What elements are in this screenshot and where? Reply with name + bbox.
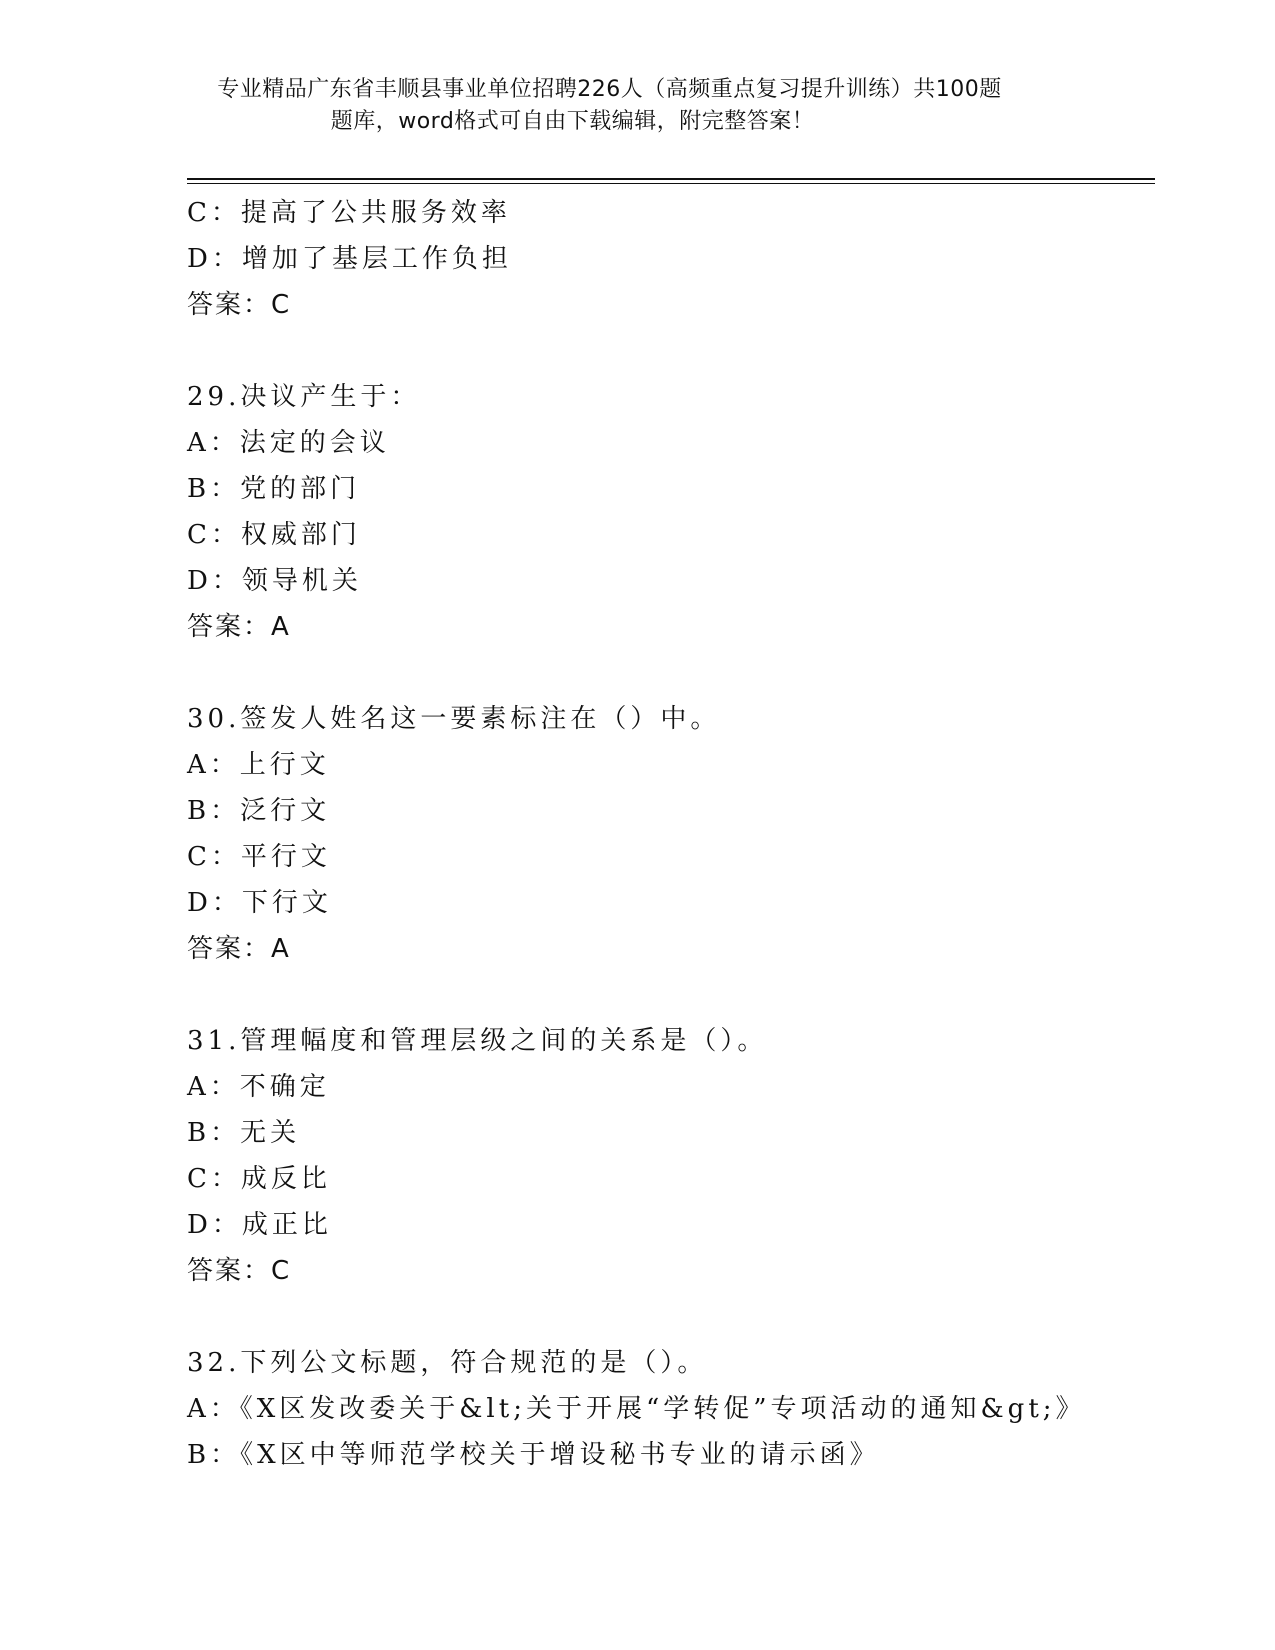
option-d: D：增加了基层工作负担: [187, 244, 512, 274]
question-block-32: [187, 1340, 1155, 1478]
answer-line: 答案：A: [187, 612, 291, 642]
option-b: B：无关: [187, 1118, 301, 1148]
option-d: D：成正比: [187, 1210, 332, 1240]
option-b: B：泛行文: [187, 796, 331, 826]
spacer: [187, 328, 1155, 374]
option-a: A：上行文: [187, 750, 330, 780]
option-b: B：《X区中等师范学校关于增设秘书专业的请示函》: [187, 1440, 880, 1470]
question-text: 32.下列公文标题，符合规范的是（）。: [187, 1348, 708, 1378]
answer-line: 答案：A: [187, 934, 291, 964]
page-header: [0, 74, 1275, 138]
option-d: D：下行文: [187, 888, 332, 918]
header-divider-thick: [187, 178, 1155, 180]
spacer: [187, 650, 1155, 696]
option-c: C：提高了公共服务效率: [187, 198, 511, 228]
option-a: A：《X区发改委关于&lt;关于开展“学转促”专项活动的通知&gt;》: [187, 1394, 1086, 1424]
question-list: [187, 190, 1155, 1478]
question-text: 30.签发人姓名这一要素标注在（）中。: [187, 704, 721, 734]
option-a: A：法定的会议: [187, 428, 390, 458]
option-a: A：不确定: [187, 1072, 330, 1102]
answer-line: 答案：C: [187, 290, 292, 320]
header-divider-thin: [187, 183, 1155, 184]
spacer: [187, 1294, 1155, 1340]
question-block-30: [187, 696, 1155, 972]
option-c: C：成反比: [187, 1164, 331, 1194]
question-block-31: [187, 1018, 1155, 1294]
answer-line: 答案：C: [187, 1256, 292, 1286]
option-c: C：平行文: [187, 842, 331, 872]
header-title-line-2: 题库，word格式可自由下载编辑，附完整答案！: [330, 109, 815, 134]
question-text: 31.管理幅度和管理层级之间的关系是（）。: [187, 1026, 768, 1056]
spacer: [187, 972, 1155, 1018]
question-block-29: [187, 374, 1155, 650]
option-b: B：党的部门: [187, 474, 361, 504]
option-c: C：权威部门: [187, 520, 361, 550]
option-d: D：领导机关: [187, 566, 362, 596]
header-title-line-1: 专业精品广东省丰顺县事业单位招聘226人（高频重点复习提升训练）共100题: [217, 77, 1002, 102]
question-text: 29.决议产生于：: [187, 382, 421, 412]
question-block-28: [187, 190, 1155, 328]
